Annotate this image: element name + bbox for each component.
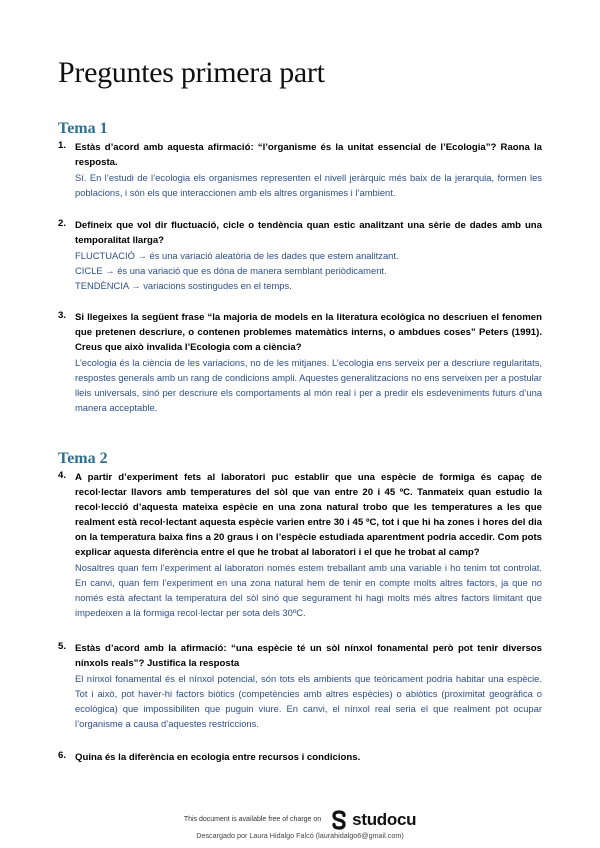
question-number: 5. xyxy=(58,641,67,652)
question-6 xyxy=(58,750,542,765)
question-text: Defineix que vol dir fluctuació, cicle o tendència quan estic analitzant una sèrie de dades amb una temporalitat llarga? xyxy=(75,220,542,246)
question-2 xyxy=(58,218,542,293)
question-4 xyxy=(58,470,542,620)
question-text: Estàs d’acord amb aquesta afirmació: “l’organisme és la unitat essencial de l’Ecologia”? Raona la resposta. xyxy=(75,142,542,168)
question-text: A partir d’experiment fets al laboratori puc establir que una espècie de formiga és capaç de recol·lectar llavors amb temperatures del sòl que van entre 20 i 45 ºC. Tanmateix quan estudio la recol·lecció d’aquesta mateixa espècie en una zona natural trobo que les temperatures a les que realment està recol·lectant aquesta espècie varien entre 30 i 45 ºC, tot i que hi ha zones i hores del dia on la temperatura baixa fins a 20 graus i on l’espècie estudiada aparentment podria accedir. Com pots explicar aquesta diferència entre el que he trobat al laboratori i el que he trobat al camp? xyxy=(75,472,542,558)
studocu-logo[interactable] xyxy=(329,810,416,830)
question-5 xyxy=(58,641,542,731)
question-3 xyxy=(58,310,542,415)
question-text: Estàs d’acord amb la afirmació: “una espècie té un sòl nínxol fonamental però pot tenir diversos nínxols reals”? Justifica la resposta xyxy=(75,643,542,669)
question-number: 6. xyxy=(58,750,67,761)
answer-line-cicle: CICLE → és una variació que es dóna de manera semblant periòdicament. xyxy=(75,265,387,276)
answer-text: El nínxol fonamental és el nínxol potencial, són tots els ambients que teòricament podria habitar una espècie. Tot i això, pot haver-hi factors biòtics (competències amb altres espècies) o abiòtics (proximitat geogràfica o ecològica) que impossibiliten que puguin viure. En canvi, el nínxol real seria el que realment pot ocupar l’organisme a causa d’aquestes restriccions. xyxy=(75,673,542,729)
question-text: Si llegeixes la següent frase “la majoria de models en la literatura ecològica no descriuen el fenomen que pretenen descriure, o contenen problemes matemàtics interns, o ambdues coses” Peters (1991). Creus que això invalida l’Ecologia com a ciència? xyxy=(75,312,542,353)
answer-line-fluctuacio: FLUCTUACIÓ → és una variació aleatòria de les dades que estem analitzant. xyxy=(75,250,399,261)
page-title: Preguntes primera part xyxy=(58,56,325,89)
question-1 xyxy=(58,140,542,200)
studocu-brand: studocu xyxy=(352,809,417,829)
question-number: 3. xyxy=(58,310,67,321)
answer-text: Nosaltres quan fem l’experiment al laboratori només estem treballant amb una variable i ho tenim tot controlat. En canvi, quan fem l’experiment en una zona natural hem de tenir en compte molts altres factors, ja que no només està afectant la temperatura del sòl sinó que segurament hi hagi molts més altres factors limitant que impedeixen a la formiga recol·lectar per sota dels 30ºC. xyxy=(75,562,542,618)
answer-line-tendencia: TENDÈNCIA → variacions sostingudes en el temps. xyxy=(75,280,292,291)
question-number: 4. xyxy=(58,470,67,481)
section-title-tema-2: Tema 2 xyxy=(58,450,108,467)
question-number: 1. xyxy=(58,140,67,151)
answer-text: Sí. En l’estudi de l’ecologia els organismes representen el nivell jeràrquic més baix de la jerarquia, formen les poblacions, i són els que interaccionen amb els altres organismes i l’ambient. xyxy=(75,172,542,198)
download-note: Descargado por Laura Hidalgo Falcó (laurahidalgo6@gmail.com) xyxy=(196,831,404,840)
section-title-tema-1: Tema 1 xyxy=(58,120,108,137)
question-number: 2. xyxy=(58,218,67,229)
availability-note: This document is available free of charge on xyxy=(183,816,322,823)
question-text: Quina és la diferència en ecologia entre recursos i condicions. xyxy=(75,752,361,763)
answer-text: L’ecologia és la ciència de les variacions, no de les mitjanes. L’ecologia ens serveix per a descriure regularitats, respostes generals amb un rang de condicions ampli. Aquestes generalitzacions no ens serveixen per a postular lleis universals, sinó per descriure els comportaments al món real i per a predir els esdeveniments futurs d’una manera acceptable. xyxy=(75,357,542,413)
studocu-footer xyxy=(0,808,600,830)
studocu-s-icon xyxy=(329,810,349,830)
